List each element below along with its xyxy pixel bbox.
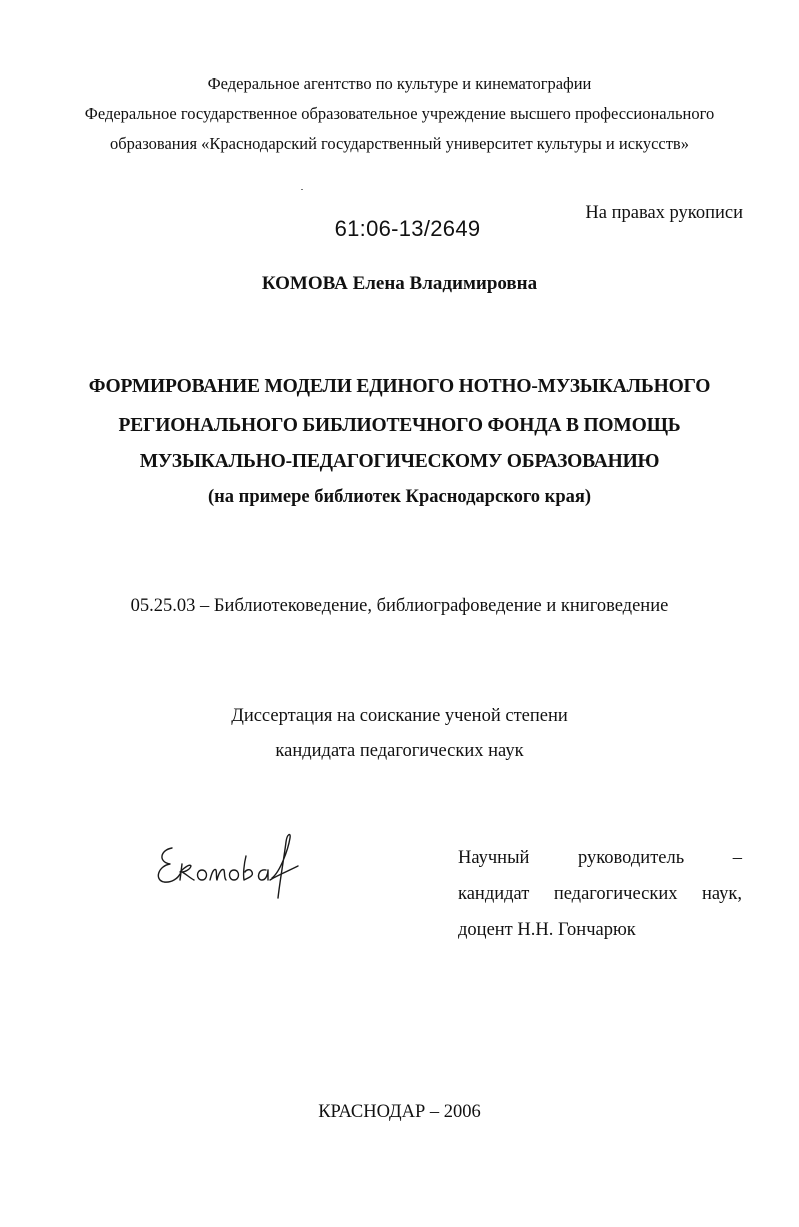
advisor-word: наук, xyxy=(701,884,742,904)
advisor-word: педагогических xyxy=(553,884,678,904)
advisor-word: – xyxy=(732,848,742,868)
advisor-line-2 xyxy=(458,884,742,905)
advisor-word: Научный xyxy=(458,848,530,868)
author-signature xyxy=(150,820,340,915)
title-line-2: РЕГИОНАЛЬНОГО БИБЛИОТЕЧНОГО ФОНДА В ПОМОЩЬ xyxy=(118,415,681,436)
specialty-code: 05.25.03 – Библиотековедение, библиографоведение и книговедение xyxy=(130,596,669,616)
degree-line-2: кандидата педагогических наук xyxy=(275,741,524,761)
advisor-line-3: доцент Н.Н. Гончарюк xyxy=(458,920,636,940)
title-line-3: МУЗЫКАЛЬНО-ПЕДАГОГИЧЕСКОМУ ОБРАЗОВАНИЮ xyxy=(139,451,660,472)
city-year: КРАСНОДАР – 2006 xyxy=(318,1102,481,1122)
catalog-number-stamp: 61:06-13/2649 xyxy=(334,216,481,241)
degree-line-1: Диссертация на соискание ученой степени xyxy=(231,706,568,726)
scan-speck xyxy=(301,189,303,190)
author-name: КОМОВА Елена Владимировна xyxy=(261,273,538,294)
institution-line-2: образования «Краснодарский государственный университет культуры и искусств» xyxy=(110,134,689,153)
advisor-word: руководитель xyxy=(578,848,685,868)
advisor-line-1 xyxy=(458,848,742,869)
title-line-1: ФОРМИРОВАНИЕ МОДЕЛИ ЕДИНОГО НОТНО-МУЗЫКАЛЬНОГО xyxy=(88,376,711,397)
copyright-note: На правах рукописи xyxy=(585,203,743,223)
institution-line-1: Федеральное государственное образовательное учреждение высшего профессионального xyxy=(84,104,715,123)
agency-line: Федеральное агентство по культуре и кинематографии xyxy=(207,74,592,93)
advisor-word: кандидат xyxy=(458,884,530,904)
title-subtitle: (на примере библиотек Краснодарского края) xyxy=(207,487,592,507)
